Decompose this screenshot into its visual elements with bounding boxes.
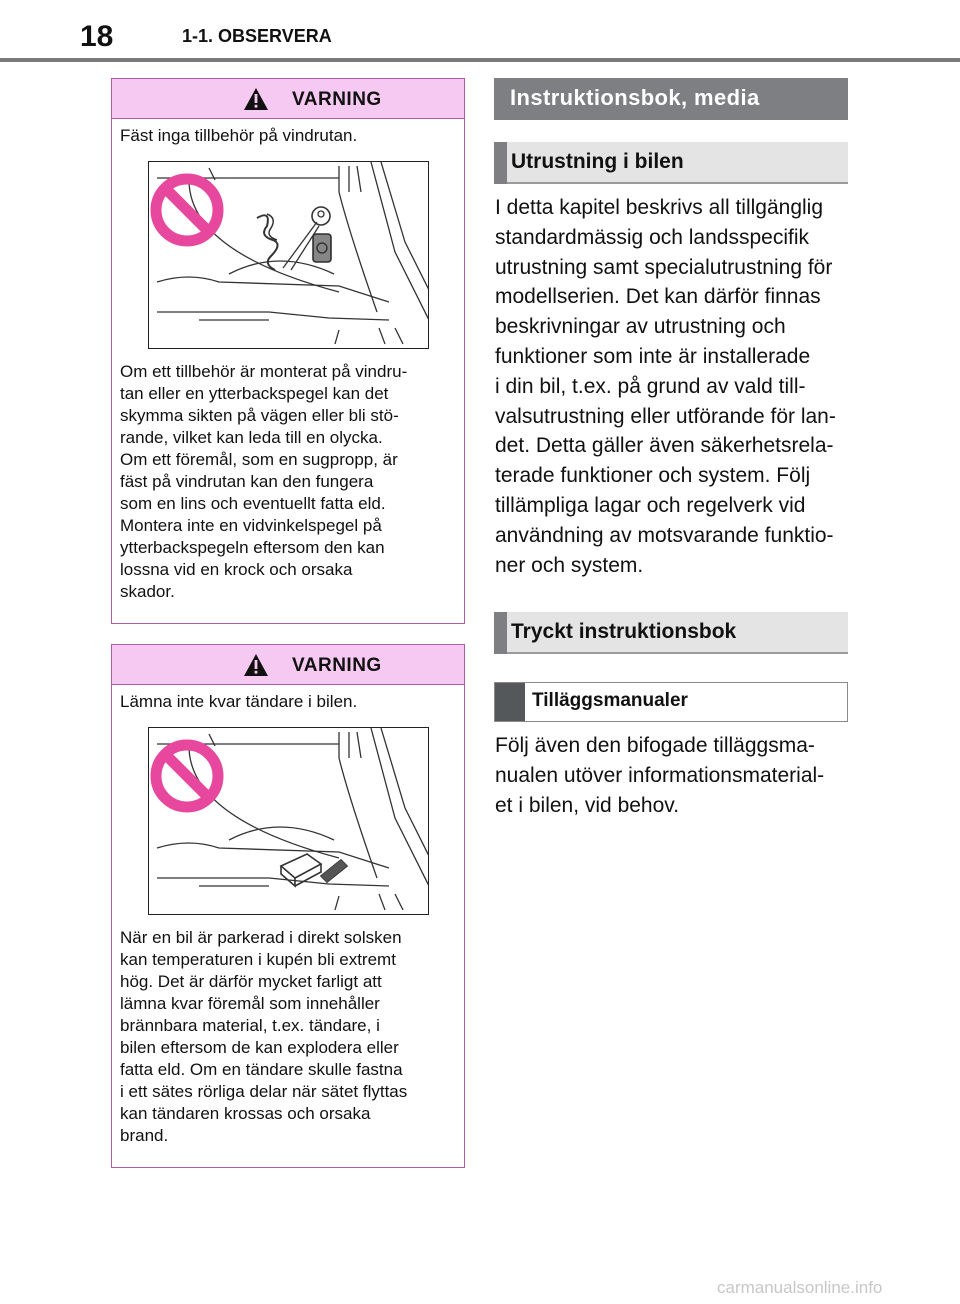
header-rule <box>0 58 960 62</box>
paragraph-line: utrustning samt specialutrustning för <box>495 255 833 279</box>
warning-body-line: ytterbackspegeln eftersom den kan <box>120 538 385 557</box>
subheading-text: Tryckt instruktionsbok <box>511 620 737 643</box>
warning-body <box>112 915 464 1159</box>
warning-body-line: som en lins och eventuellt fatta eld. <box>120 494 386 513</box>
paragraph-line: terade funktioner och system. Följ <box>495 464 811 488</box>
paragraph-supplements <box>495 731 855 820</box>
warning-body-line: skymma sikten på vägen eller bli stö- <box>120 406 399 425</box>
illustration-lighter-in-car <box>148 727 429 915</box>
warning-body-line: i ett sätes rörliga delar när sätet flyttas <box>120 1082 408 1101</box>
warning-body-line: Om ett tillbehör är monterat på vindru- <box>120 362 408 381</box>
warning-header <box>112 645 464 685</box>
warning-body-line: tan eller en ytterbackspegel kan det <box>120 384 389 403</box>
paragraph-line: användning av motsvarande funktio- <box>495 523 834 547</box>
heading-bar <box>494 612 507 654</box>
warning-triangle-icon <box>244 88 268 110</box>
warning-body-line: brand. <box>120 1126 169 1145</box>
subheading-supplements <box>494 682 848 722</box>
watermark: carmanualsonline.info <box>717 1278 883 1297</box>
warning-body-line: brännbara material, t.ex. tändare, i <box>120 1016 380 1035</box>
paragraph-line: Följ även den bifogade tilläggsma- <box>495 734 815 757</box>
paragraph-line: funktioner som inte är installerade <box>495 344 811 368</box>
paragraph-line: I detta kapitel beskrivs all tillgänglig <box>495 196 824 219</box>
warning-header <box>112 79 464 119</box>
paragraph-line: valsutrustning eller utförande för lan- <box>495 404 836 428</box>
warning-body-line: Om ett föremål, som en sugpropp, är <box>120 450 398 469</box>
paragraph-line: ner och system. <box>495 553 644 577</box>
warning-body-line: hög. Det är därför mycket farligt att <box>120 972 382 991</box>
paragraph-line: i din bil, t.ex. på grund av vald till- <box>495 374 806 398</box>
warning-body-line: skador. <box>120 582 175 601</box>
main-heading-text: Instruktionsbok, media <box>510 85 760 110</box>
paragraph-line: beskrivningar av utrustning och <box>495 315 786 339</box>
paragraph-equipment <box>495 193 855 580</box>
illustration-windshield-accessory <box>148 161 429 349</box>
warning-label: VARNING <box>292 655 382 676</box>
warning-triangle-icon <box>244 654 268 676</box>
warning-body-line: lämna kvar föremål som innehåller <box>120 994 380 1013</box>
heading-bar <box>494 142 507 184</box>
warning-body-line: fatta eld. Om en tändare skulle fastna <box>120 1060 403 1079</box>
prohibit-icon <box>149 728 429 915</box>
subheading-equipment <box>494 142 848 184</box>
subheading-printed-manual <box>494 612 848 654</box>
warning-body-line: kan temperaturen i kupén bli extremt <box>120 950 396 969</box>
page-header <box>0 0 960 64</box>
section-title: 1-1. OBSERVERA <box>182 26 332 46</box>
warning-body-line: Montera inte en vidvinkelspegel på <box>120 516 382 535</box>
subheading-text: Tilläggsmanualer <box>532 690 688 711</box>
warning-box-windshield <box>111 78 465 624</box>
page-number: 18 <box>80 20 114 53</box>
warning-body-line: fäst på vindrutan kan den fungera <box>120 472 374 491</box>
prohibit-icon <box>149 162 429 349</box>
main-heading <box>494 78 848 120</box>
paragraph-line: standardmässig och landsspecifik <box>495 225 809 249</box>
paragraph-line: modellserien. Det kan därför finnas <box>495 285 821 309</box>
warning-lead: Lämna inte kvar tändare i bilen. <box>120 692 358 711</box>
paragraph-line: et i bilen, vid behov. <box>495 793 680 817</box>
warning-body-line: kan tändaren krossas och orsaka <box>120 1104 371 1123</box>
warning-box-lighter <box>111 644 465 1168</box>
warning-body-line: rande, vilket kan leda till en olycka. <box>120 428 383 447</box>
heading-bar <box>495 683 525 721</box>
warning-body-line: bilen eftersom de kan explodera eller <box>120 1038 399 1057</box>
subheading-text: Utrustning i bilen <box>511 150 684 173</box>
paragraph-line: tillämpliga lagar och regelverk vid <box>495 493 806 517</box>
warning-lead: Fäst inga tillbehör på vindrutan. <box>120 126 358 145</box>
warning-body <box>112 349 464 615</box>
warning-body-line: lossna vid en krock och orsaka <box>120 560 353 579</box>
paragraph-line: nualen utöver informationsmaterial- <box>495 763 825 787</box>
paragraph-line: det. Detta gäller även säkerhetsrela- <box>495 434 834 458</box>
warning-label: VARNING <box>292 89 382 110</box>
warning-body-line: När en bil är parkerad i direkt solsken <box>120 928 402 947</box>
